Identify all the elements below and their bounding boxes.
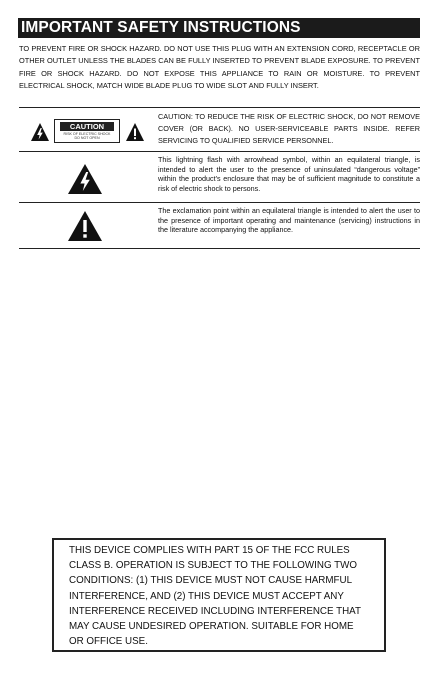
caution-label-line1: RISK OF ELECTRIC SHOCK — [63, 132, 111, 136]
exclamation-triangle-icon — [67, 210, 103, 242]
fcc-line: CONDITIONS: (1) THIS DEVICE MUST NOT CAUSE HARMFUL — [69, 575, 353, 587]
fcc-compliance-box — [52, 538, 386, 652]
warning-table — [19, 107, 420, 249]
warning-row-exclamation — [19, 203, 420, 249]
lightning-triangle-icon — [67, 163, 103, 195]
warning-row-lightning — [19, 152, 420, 203]
warning-icon-cell — [19, 152, 153, 202]
fcc-line: CLASS B. OPERATION IS SUBJECT TO THE FOLLOWING TWO — [69, 560, 357, 572]
caution-label-line2: DO NOT OPEN — [74, 136, 100, 141]
warning-icon-cell — [19, 108, 153, 151]
fcc-line: INTERFERENCE RECEIVED INCLUDING INTERFERENCE THAT — [69, 605, 361, 617]
page-title: IMPORTANT SAFETY INSTRUCTIONS — [18, 18, 420, 38]
intro-paragraph: TO PREVENT FIRE OR SHOCK HAZARD. DO NOT USE THIS PLUG WITH AN EXTENSION CORD, RECEPTACLE OR OTHER OUTLET UNLESS THE BLADES CAN BE FULLY INSERTED TO PREVENT BLADE EXPOSURE. TO PREVENT FIRE OR SHOCK HAZARD. DO NOT EXPOSE THIS APPLIANCE TO RAIN OR MOISTURE. TO PREVENT ELECTRICAL SHOCK, MATCH WIDE BLADE PLUG TO WIDE SLOT AND FULLY INSERT. — [19, 44, 420, 91]
caution-label-icon — [54, 119, 120, 143]
lightning-symbol-text: This lightning flash with arrowhead symbol, within an equilateral triangle, is intended to alert the user to the presence of uninsulated “dangerous voltage” within the product’s enclosure that may be of sufficient magnitude to constitute a risk of electric shock to persons. — [158, 155, 420, 194]
caution-label-title: CAUTION — [60, 122, 114, 131]
fcc-line: THIS DEVICE COMPLIES WITH PART 15 OF THE FCC RULES — [69, 545, 350, 556]
fcc-line: MAY CAUSE UNDESIRED OPERATION. SUITABLE FOR HOME — [69, 621, 354, 633]
warning-icon-cell — [19, 203, 153, 248]
caution-text: CAUTION: TO REDUCE THE RISK OF ELECTRIC SHOCK, DO NOT REMOVE COVER (OR BACK). NO USER-SERVICEABLE PARTS INSIDE. REFER SERVICING TO QUALIFIED SERVICE PERSONNEL. — [158, 112, 420, 146]
warning-row-caution — [19, 108, 420, 152]
exclamation-triangle-icon — [125, 122, 145, 142]
exclamation-symbol-text: The exclamation point within an equilateral triangle is intended to alert the user to the presence of important operating and maintenance (servicing) instructions in the literature accompanying the appliance. — [158, 206, 420, 235]
lightning-triangle-icon — [30, 122, 50, 142]
fcc-line: INTERFERENCE, AND (2) THIS DEVICE MUST ACCEPT ANY — [69, 590, 344, 602]
fcc-line: OR OFFICE USE. — [69, 636, 148, 648]
